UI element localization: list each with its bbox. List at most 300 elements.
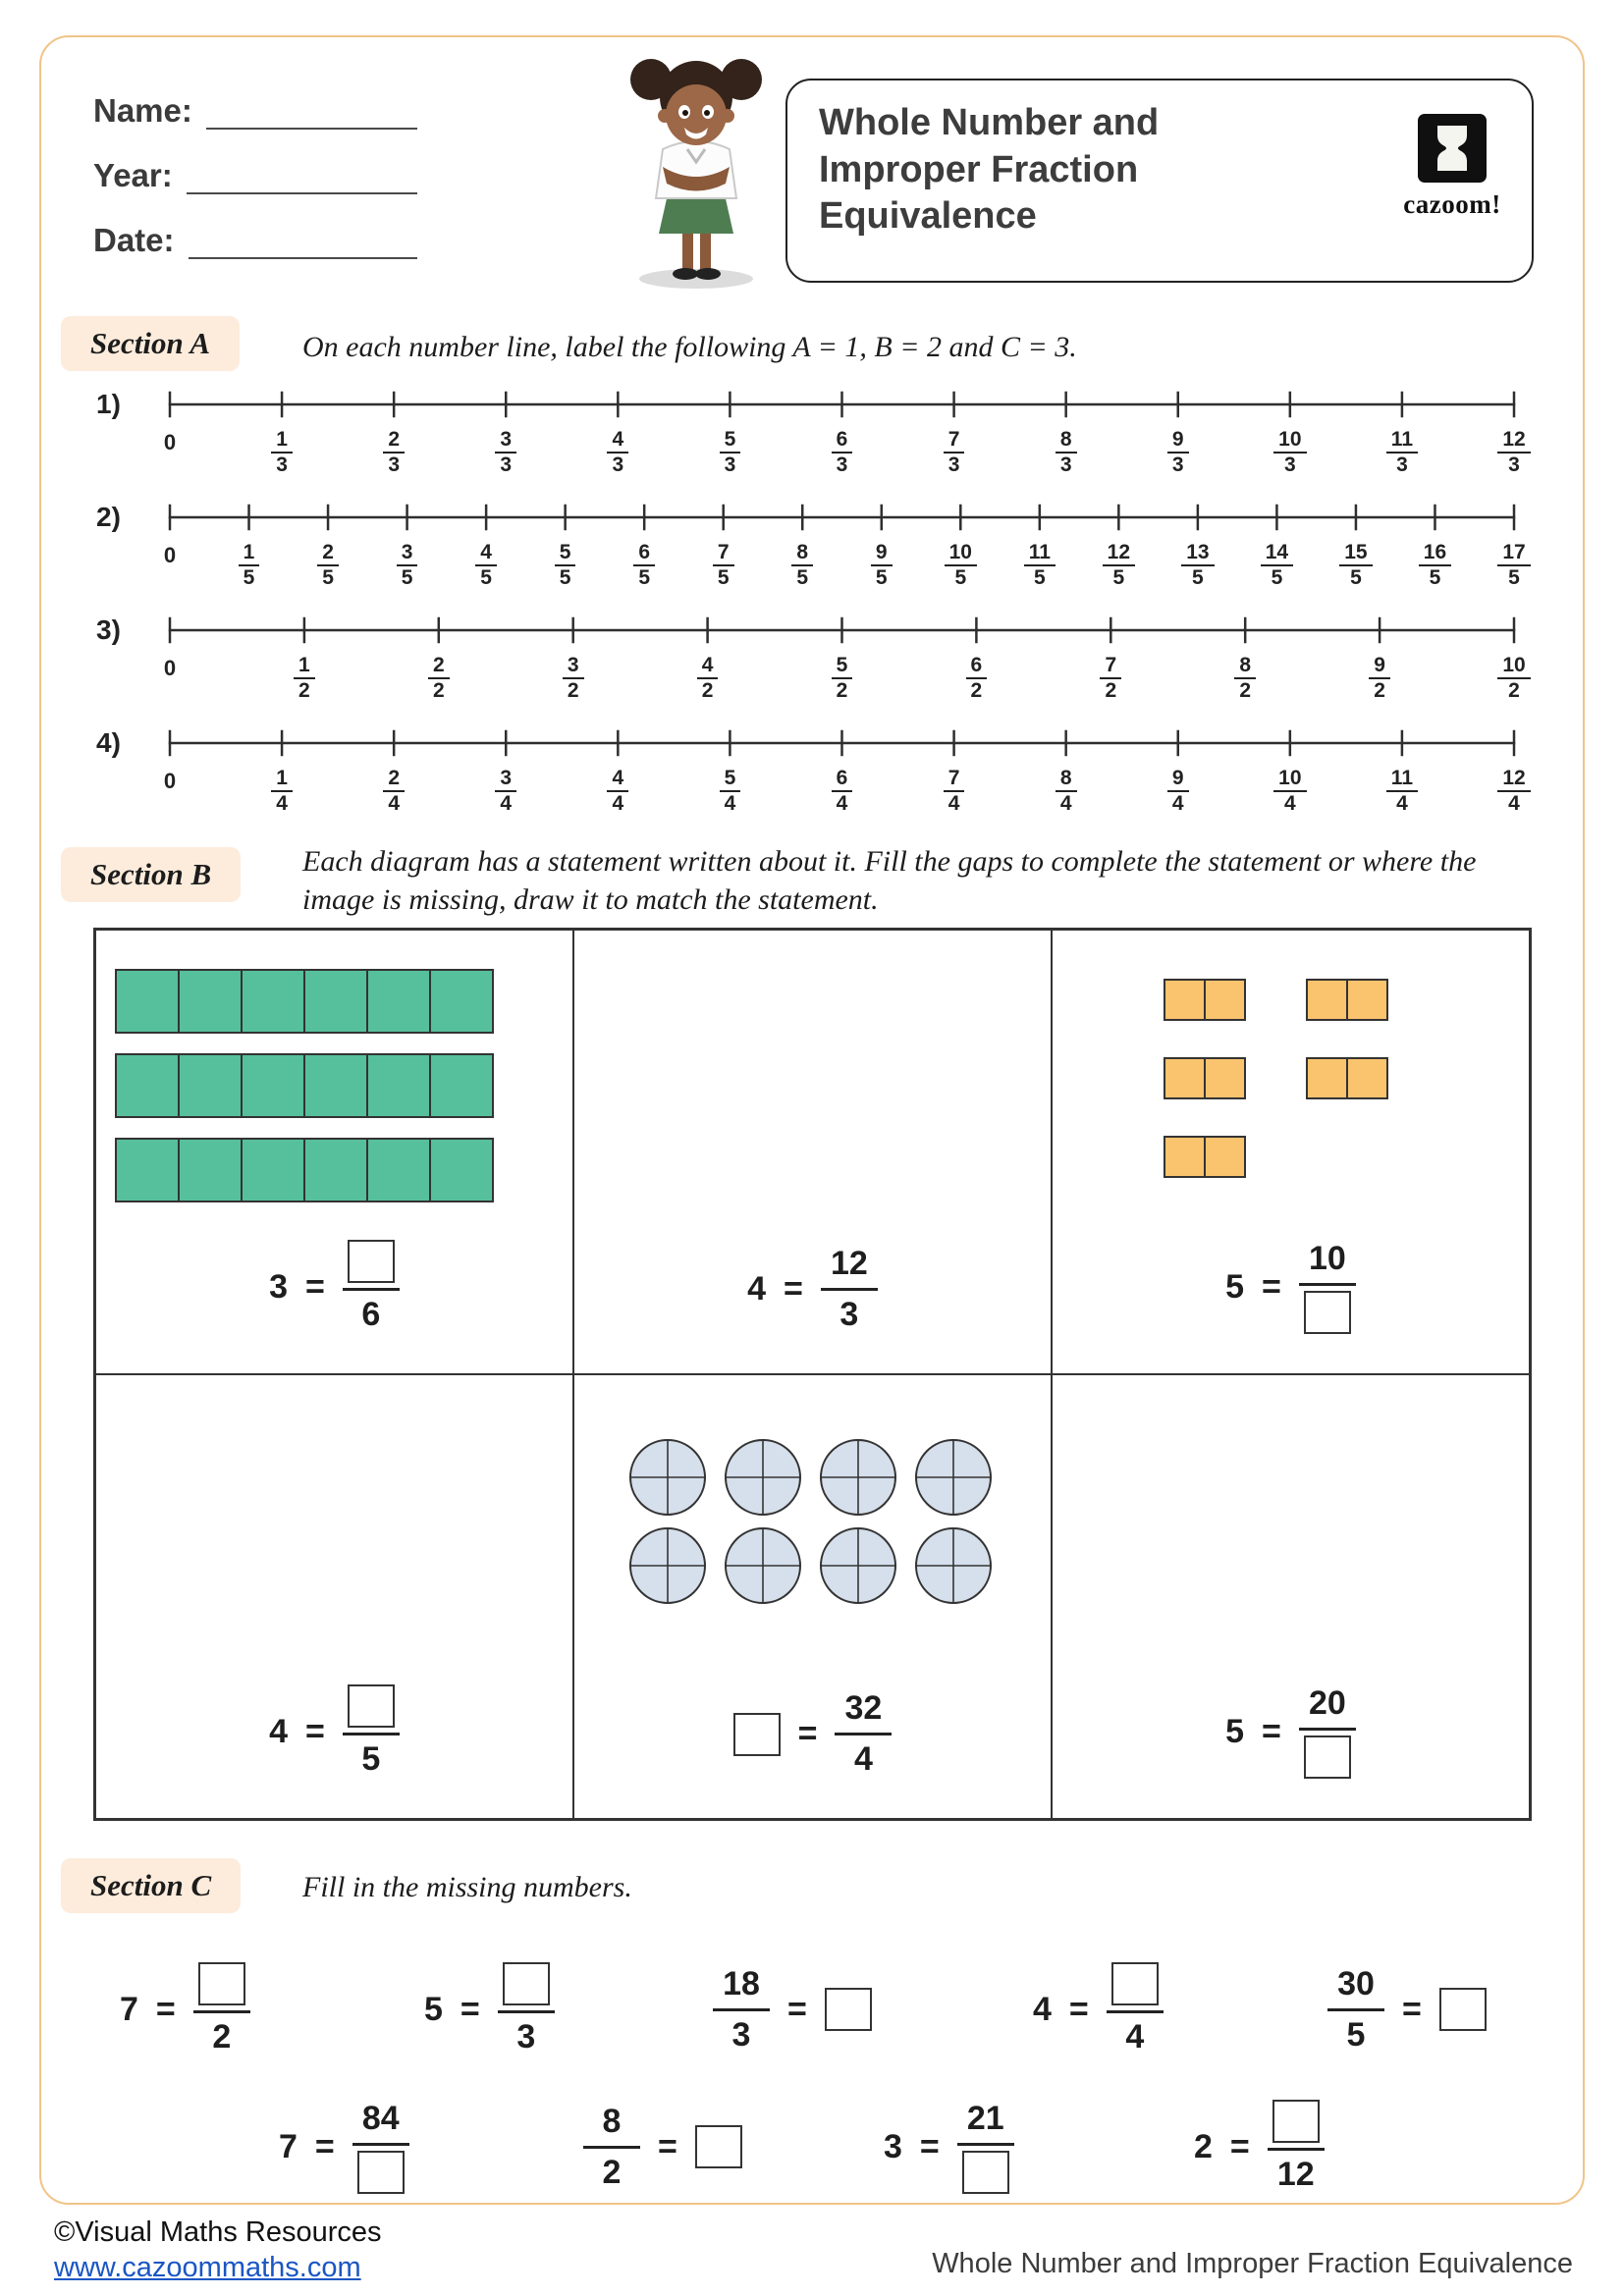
student-character-illustration <box>607 49 785 293</box>
numerator: 30 <box>1337 1964 1375 2002</box>
numerator: 3 <box>495 767 516 792</box>
drawing-space[interactable] <box>116 1395 553 1640</box>
numerator-answer-box[interactable] <box>348 1240 395 1283</box>
denominator: 4 <box>500 792 513 816</box>
numerator: 7 <box>713 541 734 566</box>
numerator: 4 <box>607 767 628 792</box>
denominator: 2 <box>432 679 445 703</box>
numerator: 4 <box>475 541 497 566</box>
numerator: 8 <box>1234 654 1256 679</box>
numerator: 2 <box>428 654 450 679</box>
fraction-tick-label <box>1091 541 1146 590</box>
numerator: 4 <box>607 428 628 454</box>
numerator: 9 <box>1167 767 1189 792</box>
numerator: 1 <box>271 428 293 454</box>
fraction-tick-label <box>590 428 645 477</box>
name-entry-line[interactable] <box>206 90 417 130</box>
denominator: 3 <box>388 454 400 477</box>
equals-sign: = <box>1068 1990 1089 2028</box>
title-line-2: Improper Fraction <box>819 148 1139 190</box>
denominator: 2 <box>836 679 848 703</box>
number-line-index: 2) <box>96 502 121 532</box>
section-a-label: Section A <box>61 316 240 371</box>
diagram-cell-1 <box>95 930 573 1374</box>
denominator: 3 <box>836 454 848 477</box>
denominator: 5 <box>638 566 651 590</box>
fraction-bar <box>835 1733 892 1735</box>
fraction-tick-label <box>1487 428 1542 477</box>
equals-sign: = <box>155 1990 176 2028</box>
numerator: 6 <box>832 767 853 792</box>
denominator: 2 <box>701 679 714 703</box>
fraction-tick-label <box>1407 541 1462 590</box>
fraction-tick-label <box>538 541 593 590</box>
fraction <box>957 2100 1014 2194</box>
quartered-circles-diagram <box>626 1436 995 1607</box>
denominator: 5 <box>717 566 730 590</box>
copyright-text: ©Visual Maths Resources <box>54 2216 382 2248</box>
denominator: 3 <box>516 2018 536 2056</box>
fraction <box>193 1962 250 2056</box>
equation-2 <box>424 1946 555 2073</box>
numerator-answer-box[interactable] <box>1111 1962 1159 2005</box>
denominator: 2 <box>1508 679 1520 703</box>
orange-squares-diagram <box>1163 978 1390 1182</box>
whole-number: 2 <box>1194 2127 1213 2165</box>
fraction-tick-label <box>254 428 309 477</box>
equation-1 <box>120 1946 250 2073</box>
fraction-tick-label <box>1218 654 1272 703</box>
denominator: 3 <box>724 454 736 477</box>
fraction-tick-label <box>277 654 332 703</box>
numerator: 7 <box>944 767 965 792</box>
numerator: 12 <box>1497 428 1530 454</box>
denominator: 3 <box>500 454 513 477</box>
denominator: 2 <box>1239 679 1252 703</box>
whole-number-answer-box[interactable] <box>733 1713 781 1756</box>
denominator: 5 <box>322 566 334 590</box>
fraction-tick-label <box>1039 767 1094 816</box>
numerator: 32 <box>844 1689 883 1727</box>
fraction <box>821 1245 878 1334</box>
denominator: 2 <box>212 2018 232 2056</box>
denominator: 5 <box>1033 566 1046 590</box>
whole-number: 5 <box>424 1990 443 2028</box>
equals-sign: = <box>460 1990 480 2028</box>
fraction-tick-label <box>1375 428 1430 477</box>
equals-sign: = <box>305 1267 325 1306</box>
numerator: 3 <box>495 428 516 454</box>
fraction-tick-label <box>775 541 830 590</box>
numerator: 17 <box>1497 541 1530 566</box>
equals-sign: = <box>1402 1990 1422 2028</box>
number-line-axis <box>167 721 1517 766</box>
denominator: 2 <box>970 679 983 703</box>
zero-label: 0 <box>163 656 177 680</box>
fraction-tick-label <box>380 541 435 590</box>
section-c-label: Section C <box>61 1858 241 1913</box>
denominator: 2 <box>602 2153 622 2191</box>
numerator: 11 <box>1024 541 1056 566</box>
numerator: 1 <box>294 654 315 679</box>
denominator: 3 <box>612 454 624 477</box>
fraction <box>1299 1684 1356 1779</box>
numerator-answer-box[interactable] <box>503 1962 550 2005</box>
denominator-answer-box[interactable] <box>357 2151 405 2194</box>
number-line-axis <box>167 609 1517 653</box>
fraction-tick-label <box>1487 541 1542 590</box>
fraction-tick-label <box>927 428 982 477</box>
section-b-grid <box>93 928 1532 1821</box>
fraction-tick-label <box>459 541 514 590</box>
fraction-tick-label <box>680 654 735 703</box>
numerator: 1 <box>239 541 260 566</box>
whole-number: 7 <box>120 1990 138 2028</box>
fraction-bar <box>1327 2008 1384 2011</box>
zero-label: 0 <box>163 430 177 454</box>
numerator: 10 <box>1497 654 1530 679</box>
denominator: 4 <box>276 792 288 816</box>
statement <box>96 1684 572 1779</box>
numerator: 11 <box>1386 428 1418 454</box>
denominator: 12 <box>1276 2156 1315 2193</box>
equals-sign: = <box>1262 1712 1281 1750</box>
numerator: 9 <box>1369 654 1390 679</box>
numerator: 12 <box>1497 767 1530 792</box>
equation-9 <box>1194 2083 1325 2211</box>
whole-number: 7 <box>279 2127 298 2165</box>
statement <box>574 1689 1051 1779</box>
fraction-tick-label <box>933 541 988 590</box>
fraction <box>498 1962 555 2056</box>
fraction-bar <box>1107 2010 1164 2013</box>
equation-7 <box>583 2083 742 2211</box>
fraction-tick-label <box>1352 654 1407 703</box>
numerator: 10 <box>1273 767 1306 792</box>
denominator: 4 <box>1283 792 1296 816</box>
numerator: 84 <box>361 2100 400 2137</box>
fraction-tick-label <box>478 428 533 477</box>
denominator: 2 <box>1374 679 1385 703</box>
fraction-tick-label <box>696 541 751 590</box>
date-label: Date: <box>93 222 175 258</box>
fraction <box>713 1965 770 2055</box>
fraction-tick-label <box>948 654 1003 703</box>
statement <box>574 1245 1051 1334</box>
cazoom-logo <box>1394 114 1510 220</box>
cazoom-logo-text: cazoom! <box>1403 189 1501 219</box>
denominator: 5 <box>1271 566 1283 590</box>
fraction <box>343 1684 400 1779</box>
denominator: 4 <box>853 1740 873 1778</box>
denominator: 4 <box>947 792 960 816</box>
numerator-answer-box[interactable] <box>1272 2100 1320 2143</box>
numerator: 18 <box>723 1964 760 2002</box>
fraction-bar <box>957 2143 1014 2146</box>
fraction-bar <box>1299 1283 1356 1286</box>
fraction-tick-label <box>1487 654 1542 703</box>
equation-8 <box>884 2083 1014 2211</box>
whole-number: 4 <box>747 1270 767 1308</box>
numerator: 9 <box>1167 428 1189 454</box>
diagram-cell-6 <box>1052 1374 1530 1819</box>
denominator: 2 <box>1105 679 1117 703</box>
fraction-tick-label <box>254 767 309 816</box>
numerator-answer-box[interactable] <box>198 1962 245 2005</box>
date-field <box>93 220 417 259</box>
denominator: 2 <box>567 679 579 703</box>
numerator: 6 <box>832 428 853 454</box>
fraction-tick-label <box>1263 428 1318 477</box>
denominator: 5 <box>401 566 413 590</box>
denominator: 4 <box>388 792 400 816</box>
denominator: 3 <box>1059 454 1072 477</box>
denominator-answer-box[interactable] <box>1304 1735 1351 1779</box>
denominator: 3 <box>731 2015 751 2054</box>
section-b-label: Section B <box>61 847 241 902</box>
equation-6 <box>279 2083 409 2211</box>
denominator-answer-box[interactable] <box>1304 1291 1351 1334</box>
fraction <box>1327 1965 1384 2055</box>
whole-number-answer-box[interactable] <box>695 2125 742 2168</box>
numerator: 12 <box>1103 541 1135 566</box>
fraction-bar <box>498 2010 555 2013</box>
numerator: 2 <box>383 428 405 454</box>
section-b-instruction: Each diagram has a statement written about it. Fill the gaps to complete the statement or where the image is missing, draw it to match the statement. <box>302 845 1477 916</box>
numerator: 21 <box>966 2100 1004 2137</box>
section-c-instruction: Fill in the missing numbers. <box>302 1871 632 1903</box>
title-line-1: Whole Number and <box>819 102 1160 143</box>
numerator: 7 <box>1100 654 1121 679</box>
denominator: 5 <box>954 566 967 590</box>
fraction <box>352 2100 409 2194</box>
section-a-instruction: On each number line, label the following A = 1, B = 2 and C = 3. <box>302 331 1077 363</box>
fraction-tick-label <box>1083 654 1138 703</box>
statement <box>96 1240 572 1334</box>
zero-label: 0 <box>163 543 177 567</box>
fraction-bar <box>821 1288 878 1291</box>
number-line-1 <box>93 383 1527 491</box>
fraction-tick-label <box>222 541 277 590</box>
fraction <box>1107 1962 1164 2056</box>
fraction-tick-label <box>1170 541 1225 590</box>
fraction <box>583 2103 640 2192</box>
equation-4 <box>1033 1946 1164 2073</box>
number-line-index: 3) <box>96 614 121 645</box>
green-squares-diagram-wrap <box>114 968 495 1208</box>
fraction-tick-label <box>300 541 355 590</box>
denominator: 5 <box>480 566 492 590</box>
fraction-tick-label <box>1151 428 1206 477</box>
whole-number: 4 <box>269 1712 289 1750</box>
number-line-axis <box>167 383 1517 427</box>
denominator: 3 <box>1508 454 1520 477</box>
denominator: 3 <box>1283 454 1296 477</box>
equals-sign: = <box>658 2127 677 2165</box>
equals-sign: = <box>919 2127 940 2165</box>
numerator: 8 <box>1056 767 1077 792</box>
fraction-tick-label <box>1249 541 1304 590</box>
numerator: 2 <box>317 541 339 566</box>
denominator: 4 <box>1125 2018 1145 2056</box>
footer-document-title: Whole Number and Improper Fraction Equivalence <box>932 2248 1573 2279</box>
equals-sign: = <box>314 2127 335 2165</box>
fraction <box>835 1689 892 1779</box>
numerator: 8 <box>1056 428 1077 454</box>
fraction-tick-label <box>1328 541 1383 590</box>
fraction-tick-label <box>854 541 909 590</box>
drawing-space[interactable] <box>1072 1395 1509 1640</box>
numerator: 10 <box>1308 1240 1346 1277</box>
equation-3 <box>713 1946 872 2073</box>
fraction-tick-label <box>546 654 601 703</box>
denominator: 5 <box>1508 566 1520 590</box>
denominator: 4 <box>612 792 624 816</box>
denominator: 4 <box>724 792 736 816</box>
title-line-3: Equivalence <box>819 195 1037 237</box>
denominator: 3 <box>947 454 960 477</box>
fraction <box>1299 1240 1356 1334</box>
drawing-space[interactable] <box>594 950 1031 1196</box>
denominator: 3 <box>839 1296 859 1333</box>
fraction-tick-label <box>590 767 645 816</box>
year-label: Year: <box>93 157 173 193</box>
fraction-tick-label <box>815 767 870 816</box>
numerator: 1 <box>271 767 293 792</box>
denominator: 5 <box>796 566 809 590</box>
denominator: 4 <box>1508 792 1520 816</box>
numerator: 6 <box>966 654 988 679</box>
denominator: 5 <box>875 566 888 590</box>
fraction <box>1268 2100 1325 2194</box>
fraction-tick-label <box>702 428 757 477</box>
diagram-cell-2 <box>573 930 1052 1374</box>
date-entry-line[interactable] <box>189 220 417 259</box>
website-link[interactable]: www.cazoommaths.com <box>54 2252 361 2283</box>
fraction-tick-label <box>702 767 757 816</box>
fraction-tick-label <box>927 767 982 816</box>
fraction-tick-label <box>815 428 870 477</box>
numerator: 10 <box>1273 428 1306 454</box>
numerator: 5 <box>832 654 853 679</box>
green-squares-diagram <box>114 968 495 1203</box>
denominator: 4 <box>836 792 848 816</box>
numerator: 3 <box>563 654 584 679</box>
denominator: 3 <box>1171 454 1184 477</box>
statement <box>1053 1684 1529 1779</box>
numerator: 15 <box>1339 541 1372 566</box>
fraction <box>343 1240 400 1334</box>
fraction-tick-label <box>1039 428 1094 477</box>
name-field <box>93 90 417 130</box>
denominator-answer-box[interactable] <box>962 2151 1009 2194</box>
denominator: 3 <box>276 454 288 477</box>
fraction-bar <box>343 1288 400 1291</box>
fraction-bar <box>343 1733 400 1735</box>
denominator: 5 <box>559 566 571 590</box>
equals-sign: = <box>1262 1267 1281 1306</box>
zero-label: 0 <box>163 769 177 793</box>
equals-sign: = <box>305 1712 325 1750</box>
numerator: 8 <box>791 541 813 566</box>
fraction-tick-label <box>1263 767 1318 816</box>
numerator: 4 <box>697 654 719 679</box>
numerator: 5 <box>720 428 741 454</box>
equals-sign: = <box>787 1990 807 2028</box>
whole-number: 3 <box>269 1267 289 1306</box>
numerator: 10 <box>945 541 977 566</box>
fraction-tick-label <box>617 541 672 590</box>
denominator: 5 <box>1112 566 1125 590</box>
number-line-2 <box>93 496 1527 604</box>
denominator: 4 <box>1059 792 1072 816</box>
cazoom-logo-icon <box>1418 114 1487 183</box>
whole-number: 5 <box>1225 1267 1245 1306</box>
whole-number-answer-box[interactable] <box>825 1988 872 2031</box>
numerator: 5 <box>555 541 576 566</box>
fraction-tick-label <box>366 428 421 477</box>
number-line-index: 4) <box>96 727 121 758</box>
number-line-index: 1) <box>96 389 121 419</box>
diagram-cell-5 <box>573 1374 1052 1819</box>
denominator: 5 <box>1350 566 1362 590</box>
number-line-axis <box>167 496 1517 540</box>
fraction-bar <box>352 2143 409 2146</box>
numerator: 5 <box>720 767 741 792</box>
student-illustration-svg <box>607 49 785 293</box>
worksheet-title <box>819 100 1159 240</box>
equals-sign: = <box>797 1715 818 1752</box>
equals-sign: = <box>1229 2127 1250 2165</box>
numerator: 13 <box>1181 541 1214 566</box>
year-entry-line[interactable] <box>187 155 417 194</box>
numerator-answer-box[interactable] <box>348 1684 395 1728</box>
numerator: 3 <box>397 541 418 566</box>
fraction-bar <box>1299 1728 1356 1731</box>
fraction-tick-label <box>366 767 421 816</box>
whole-number-answer-box[interactable] <box>1439 1988 1487 2031</box>
name-label: Name: <box>93 92 192 129</box>
quartered-circles-diagram-wrap <box>626 1436 995 1612</box>
whole-number: 4 <box>1033 1990 1052 2028</box>
denominator: 5 <box>1192 566 1204 590</box>
number-line-4 <box>93 721 1527 829</box>
fraction-bar <box>583 2146 640 2149</box>
denominator: 3 <box>1396 454 1408 477</box>
whole-number: 3 <box>884 2127 902 2165</box>
fraction-tick-label <box>815 654 870 703</box>
numerator: 2 <box>383 767 405 792</box>
numerator: 20 <box>1308 1684 1346 1722</box>
denominator: 5 <box>1429 566 1441 590</box>
diagram-cell-3 <box>1052 930 1530 1374</box>
numerator: 6 <box>633 541 655 566</box>
numerator: 8 <box>602 2102 622 2140</box>
equals-sign: = <box>784 1270 803 1308</box>
fraction-tick-label <box>411 654 466 703</box>
equation-5 <box>1327 1946 1487 2073</box>
denominator: 5 <box>1346 2015 1366 2054</box>
numerator: 12 <box>830 1245 868 1282</box>
numerator: 9 <box>871 541 893 566</box>
denominator: 5 <box>361 1740 381 1778</box>
fraction-tick-label <box>1151 767 1206 816</box>
fraction-bar <box>713 2008 770 2011</box>
fraction-tick-label <box>1012 541 1067 590</box>
denominator: 6 <box>361 1296 381 1333</box>
denominator: 2 <box>298 679 310 703</box>
number-line-3 <box>93 609 1527 717</box>
